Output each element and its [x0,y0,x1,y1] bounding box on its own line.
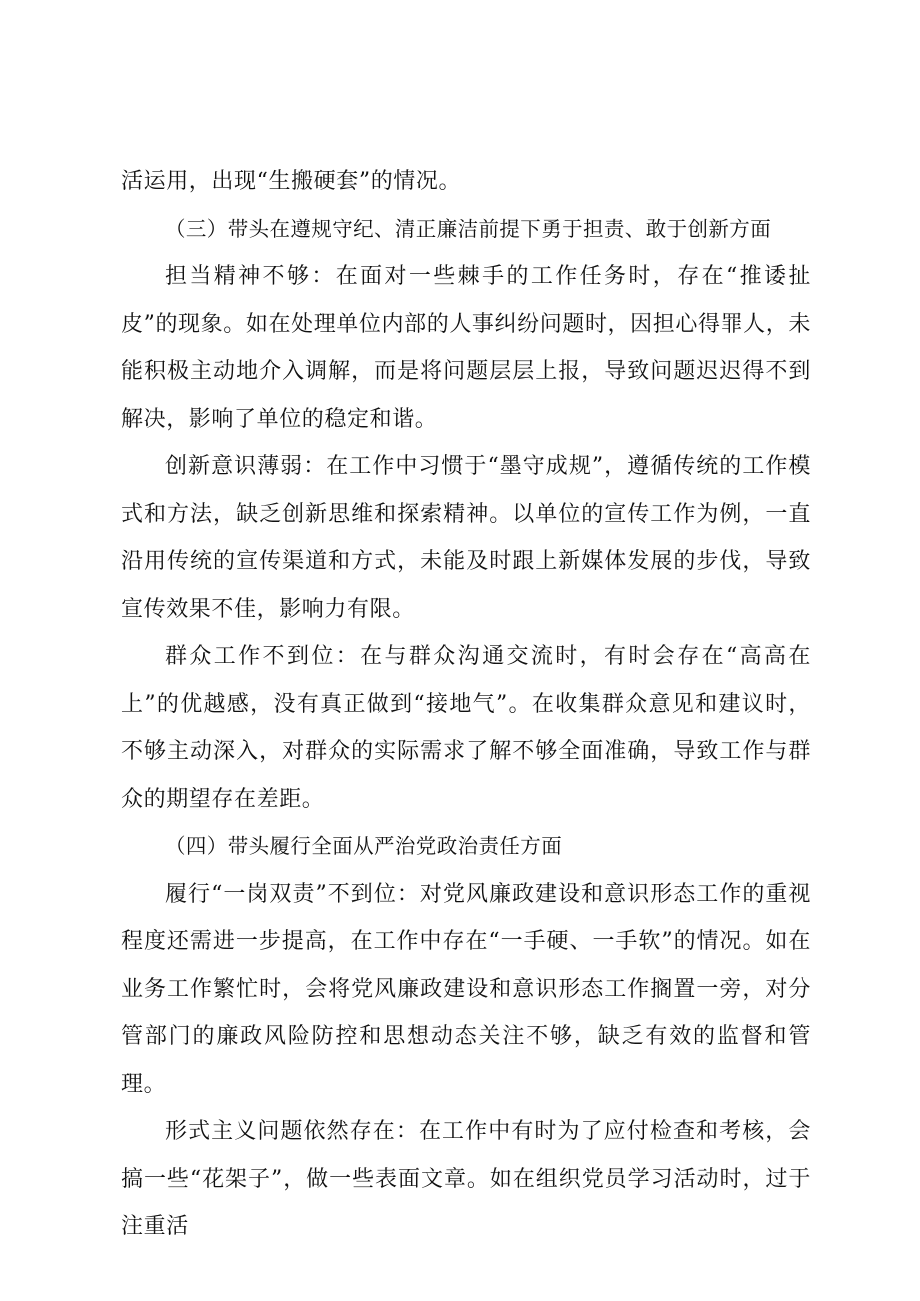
section-heading-3: （三）带头在遵规守纪、清正廉洁前提下勇于担责、敢于创新方面 [165,216,772,241]
body-paragraph-innovation: 创新意识薄弱：在工作中习惯于“墨守成规”，遵循传统的工作模式和方法，缺乏创新思维和探索精神。以单位的宣传工作为例，一直沿用传统的宣传渠道和方式，未能及时跟上新媒体发展的步伐，导致宣传效果不佳，影响力有限。 [121,454,811,622]
body-paragraph-mass-work: 群众工作不到位：在与群众沟通交流时，有时会存在“高高在上”的优越感，没有真正做到“接地气”。在收集群众意见和建议时，不够主动深入，对群众的实际需求了解不够全面准确，导致工作与群众的期望存在差距。 [121,644,811,812]
body-paragraph-formalism: 形式主义问题依然存在：在工作中有时为了应付检查和考核，会搞一些“花架子”，做一些表面文章。如在组织党员学习活动时，过于注重活 [121,1119,811,1239]
body-paragraph-responsibility: 担当精神不够：在面对一些棘手的工作任务时，存在“推诿扯皮”的现象。如在处理单位内部的人事纠纷问题时，因担心得罪人，未能积极主动地介入调解，而是将问题层层上报，导致问题迟迟得不到解决，影响了单位的稳定和谐。 [121,264,811,432]
body-paragraph-dual-duty: 履行“一岗双责”不到位：对党风廉政建设和意识形态工作的重视程度还需进一步提高，在工作中存在“一手硬、一手软”的情况。如在业务工作繁忙时，会将党风廉政建设和意识形态工作搁置一旁，对分管部门的廉政风险防控和思想动态关注不够，缺乏有效的监督和管理。 [121,881,811,1097]
continuation-paragraph: 活运用，出现“生搬硬套”的情况。 [121,169,462,194]
section-heading-4: （四）带头履行全面从严治党政治责任方面 [165,834,563,858]
document-body [121,158,811,1251]
